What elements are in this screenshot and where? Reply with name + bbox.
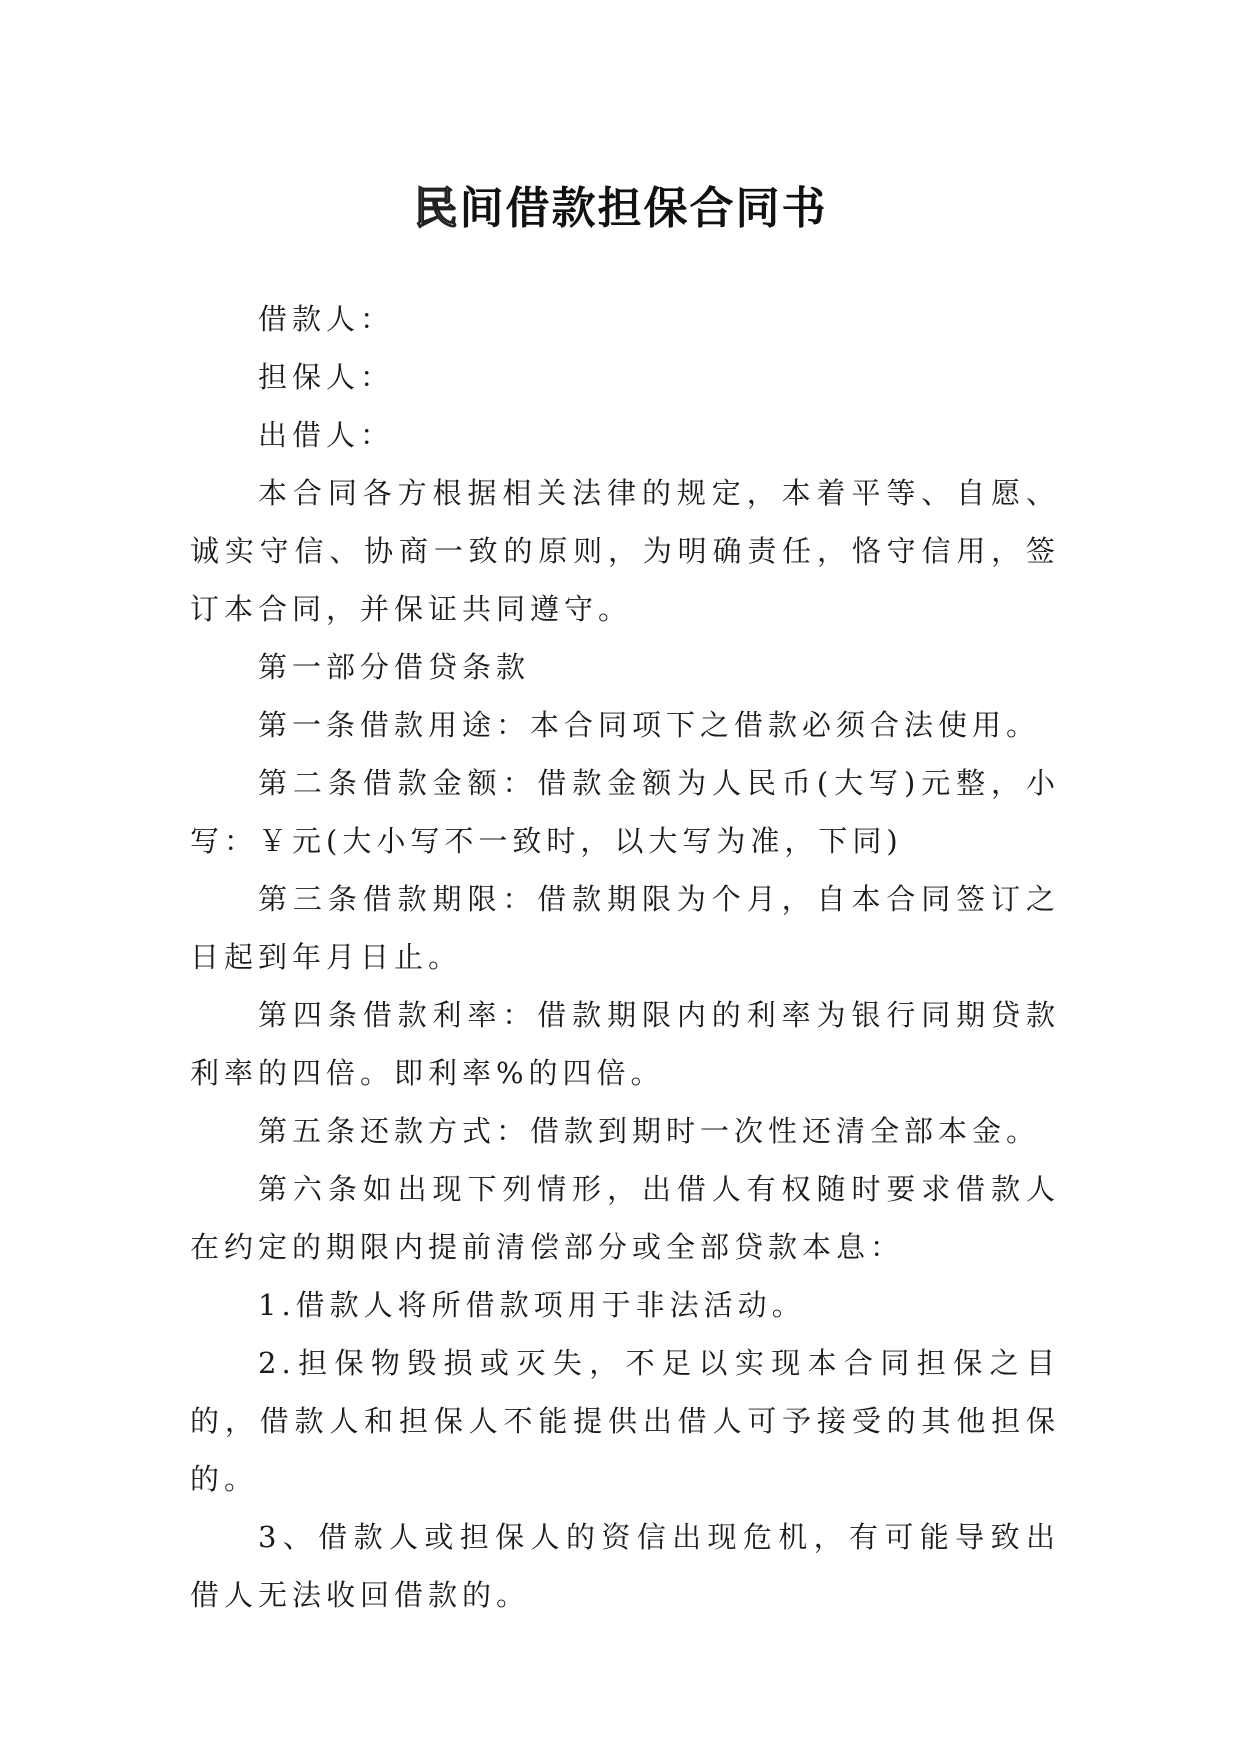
article-3: 第三条借款期限：借款期限为个月，自本合同签订之日起到年月日止。 — [190, 882, 1060, 974]
title-first-char: 民 — [413, 183, 460, 235]
field-borrower: 借款人： — [258, 302, 395, 336]
field-lender: 出借人： — [258, 418, 395, 452]
article-6-item-3: 3、借款人或担保人的资信出现危机，有可能导致出借人无法收回借款的。 — [190, 1520, 1060, 1612]
document-body — [190, 290, 1060, 1624]
article-1: 第一条借款用途：本合同项下之借款必须合法使用。 — [258, 708, 1041, 742]
field-guarantor: 担保人： — [258, 360, 395, 394]
article-5: 第五条还款方式：借款到期时一次性还清全部本金。 — [258, 1114, 1041, 1148]
article-2: 第二条借款金额：借款金额为人民币(大写)元整，小写：￥元(大小写不一致时，以大写为准，下同) — [190, 766, 1060, 858]
document-title — [0, 179, 1241, 239]
article-6-item-2: 2.担保物毁损或灭失，不足以实现本合同担保之目的，借款人和担保人不能提供出借人可予接受的其他担保的。 — [190, 1346, 1060, 1496]
article-6: 第六条如出现下列情形，出借人有权随时要求借款人在约定的期限内提前清偿部分或全部贷款本息： — [190, 1172, 1060, 1264]
article-6-item-1: 1.借款人将所借款项用于非法活动。 — [258, 1288, 806, 1322]
title-rest: 间借款担保合同书 — [459, 183, 828, 235]
article-4: 第四条借款利率：借款期限内的利率为银行同期贷款利率的四倍。即利率%的四倍。 — [190, 998, 1060, 1090]
section-heading: 第一部分借贷条款 — [258, 650, 531, 684]
preamble-paragraph: 本合同各方根据相关法律的规定，本着平等、自愿、诚实守信、协商一致的原则，为明确责任，恪守信用，签订本合同，并保证共同遵守。 — [190, 476, 1060, 626]
